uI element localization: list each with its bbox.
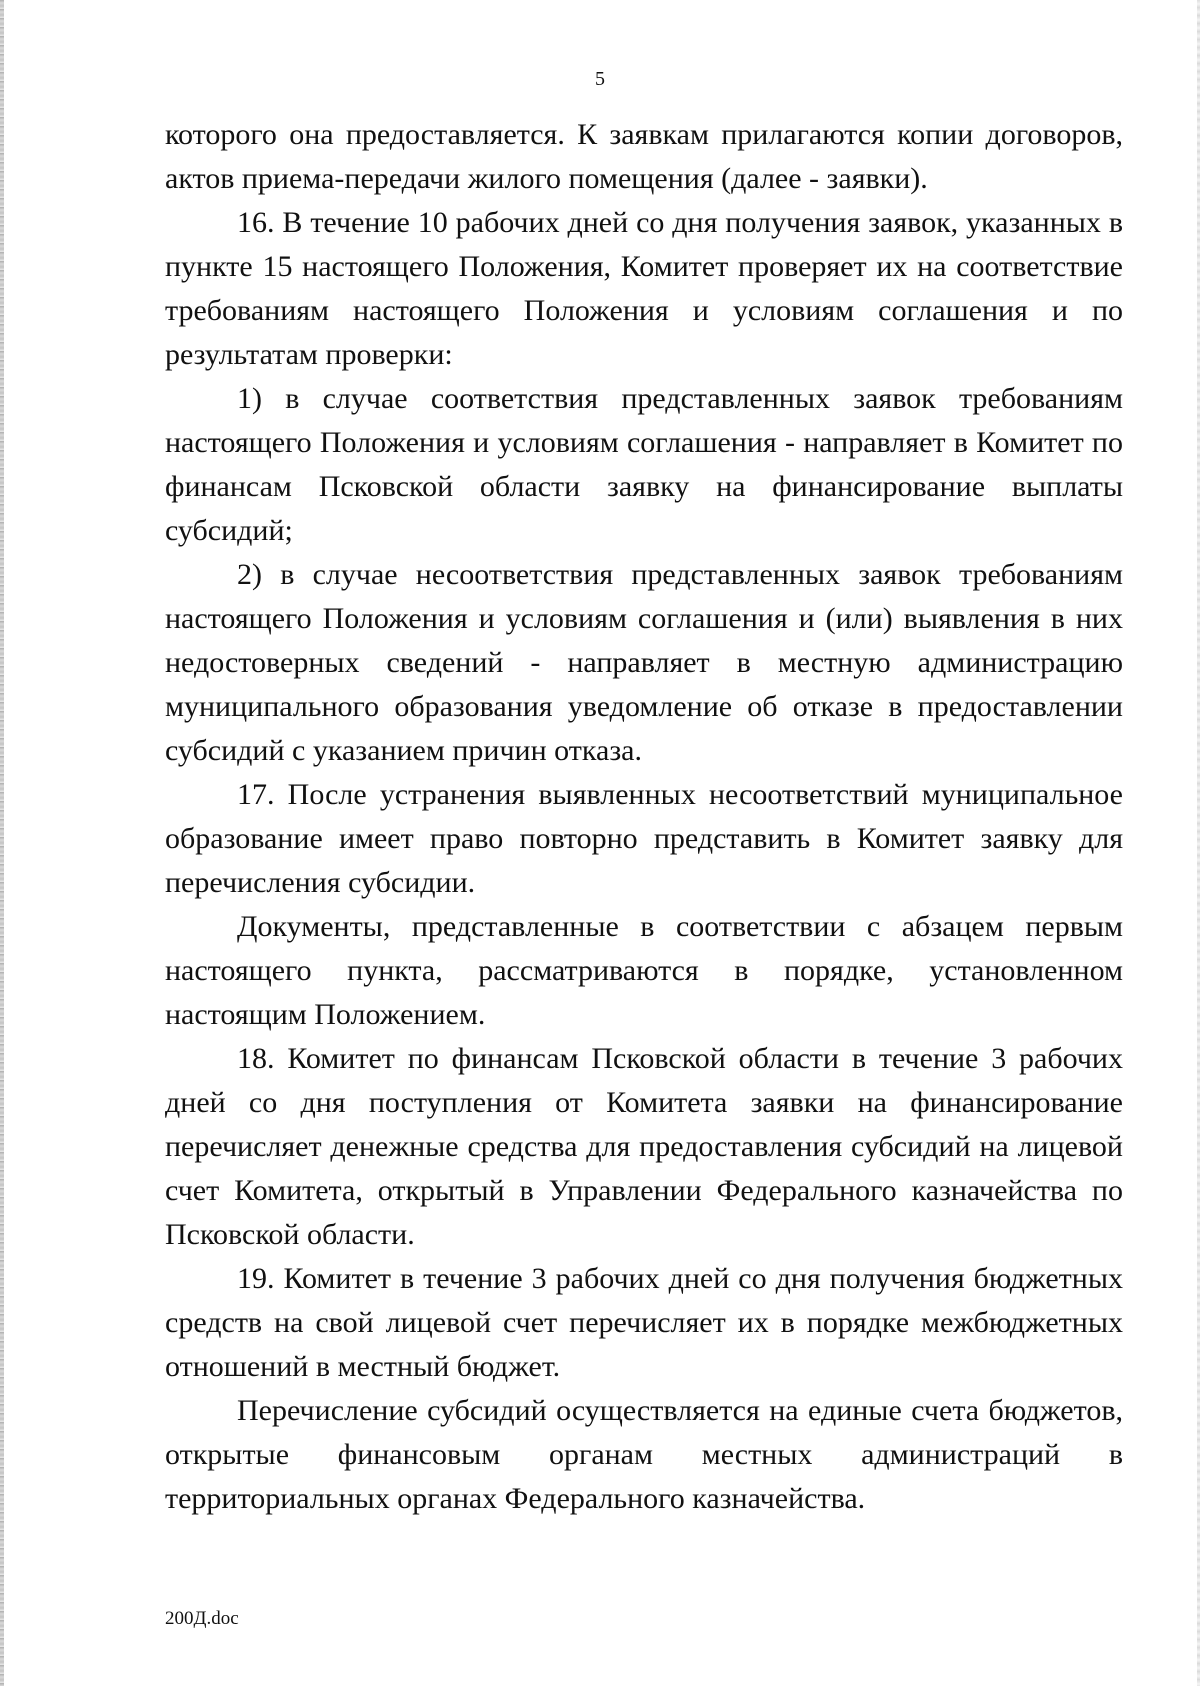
paragraph: 2) в случае несоответствия представленных заявок требованиям настоящего Положения и условиям соглашения и (или) выявления в них недостоверных сведений - направляет в местную администрацию муниципального образования уведомление об отказе в предоставлении субсидий с указанием причин отказа. bbox=[165, 558, 1123, 767]
page-number: 5 bbox=[595, 68, 605, 90]
paragraph: Документы, представленные в соответствии с абзацем первым настоящего пункта, рассматриваются в порядке, установленном настоящим Положением. bbox=[165, 910, 1123, 1031]
footer-filename: 200Д.doc bbox=[165, 1608, 239, 1629]
paragraph: которого она предоставляется. К заявкам прилагаются копии договоров, актов приема-передачи жилого помещения (далее - заявки). bbox=[165, 118, 1123, 195]
paragraph: Перечисление субсидий осуществляется на единые счета бюджетов, открытые финансовым органам местных администраций в территориальных органах Федерального казначейства. bbox=[165, 1394, 1123, 1515]
paragraph: 19. Комитет в течение 3 рабочих дней со дня получения бюджетных средств на свой лицевой счет перечисляет их в порядке межбюджетных отношений в местный бюджет. bbox=[165, 1262, 1123, 1383]
paragraph: 16. В течение 10 рабочих дней со дня получения заявок, указанных в пункте 15 настоящего Положения, Комитет проверяет их на соответствие требованиям настоящего Положения и условиям соглашения и по результатам проверки: bbox=[165, 206, 1123, 371]
paragraph: 18. Комитет по финансам Псковской области в течение 3 рабочих дней со дня поступления от Комитета заявки на финансирование перечисляет денежные средства для предоставления субсидий на лицевой счет Комитета, открытый в Управлении Федерального казначейства по Псковской области. bbox=[165, 1042, 1123, 1251]
scan-edge-left bbox=[0, 0, 4, 1686]
paragraph: 17. После устранения выявленных несоответствий муниципальное образование имеет право повторно представить в Комитет заявку для перечисления субсидии. bbox=[165, 778, 1123, 899]
paragraph: 1) в случае соответствия представленных заявок требованиям настоящего Положения и условиям соглашения - направляет в Комитет по финансам Псковской области заявку на финансирование выплаты субсидий; bbox=[165, 382, 1123, 547]
document-body bbox=[165, 113, 1123, 1521]
